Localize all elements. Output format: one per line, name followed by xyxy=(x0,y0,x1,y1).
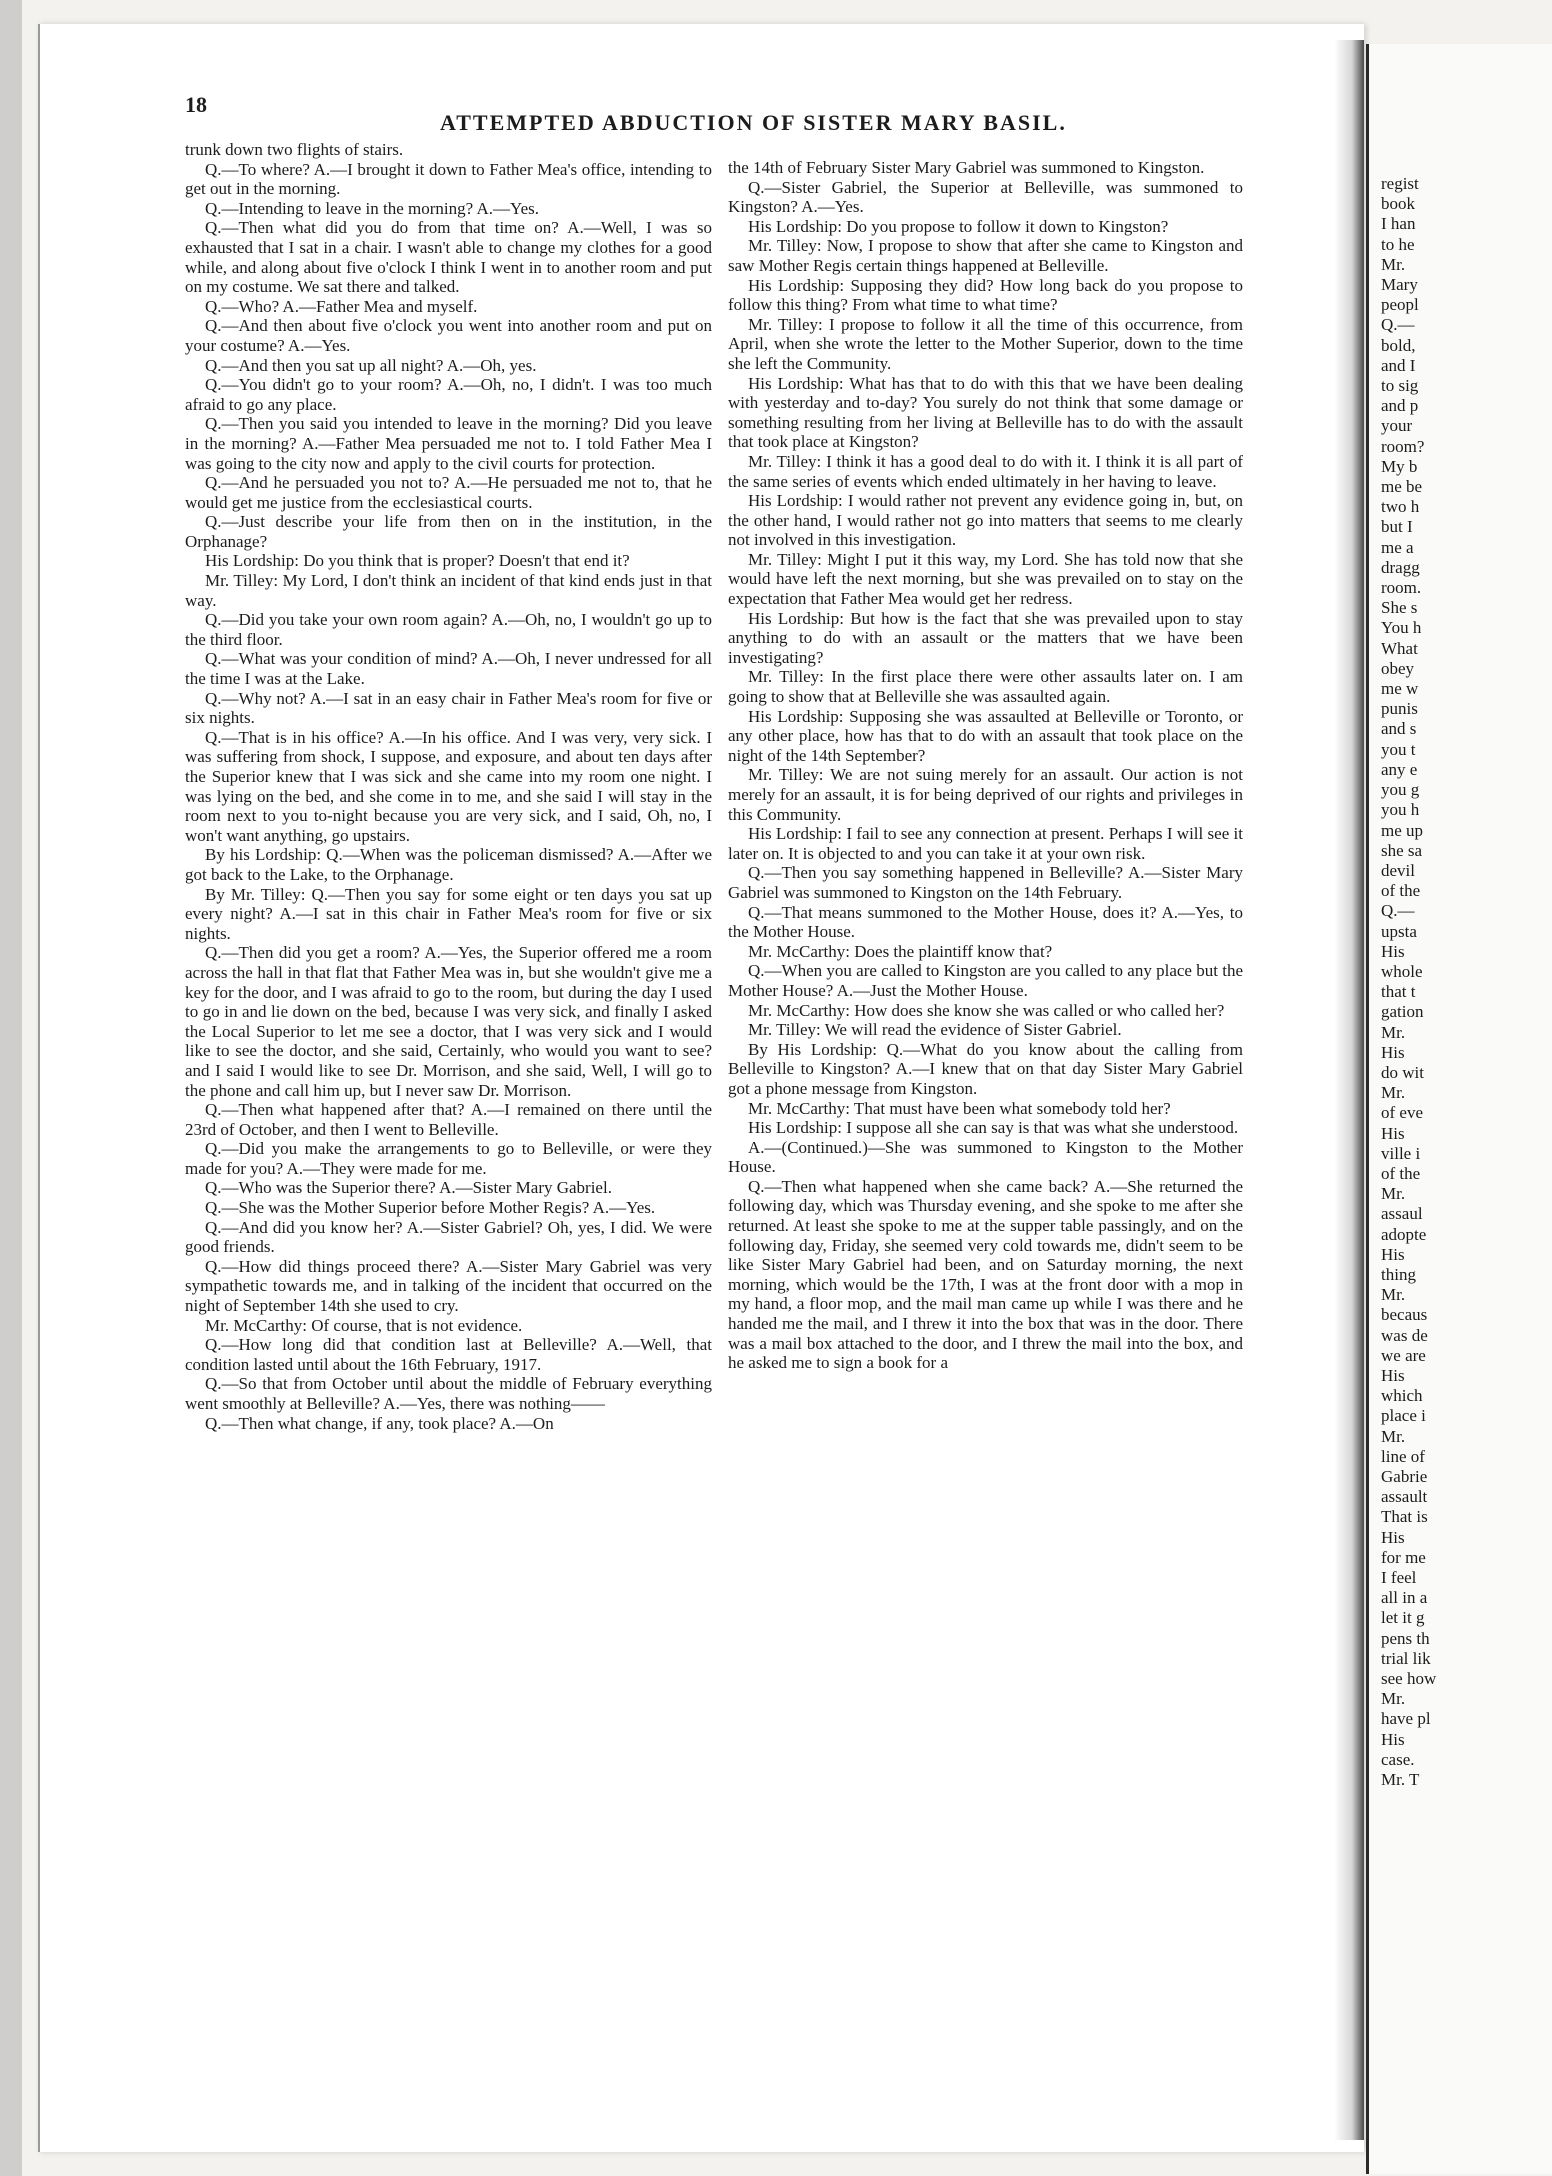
facing-page-line: which xyxy=(1381,1386,1423,1406)
facing-page-line: His xyxy=(1381,1527,1405,1547)
facing-page-line: she sa xyxy=(1381,840,1423,860)
facing-page-line: for me xyxy=(1381,1547,1426,1567)
paragraph: Q.—Then you said you intended to leave in the morning? Did you leave in the morning? A.—Father Mea persuaded me not to. I told Father Mea I was going to the city now and apply to the civil courts for protection. xyxy=(185,414,712,473)
running-head: ATTEMPTED ABDUCTION OF SISTER MARY BASIL. xyxy=(440,110,1067,135)
facing-page-line: bold, xyxy=(1381,335,1416,355)
facing-page-line: book xyxy=(1381,194,1415,214)
paragraph: Q.—And he persuaded you not to? A.—He persuaded me not to, that he would get me justice from the ecclesiastical courts. xyxy=(185,473,712,512)
right-column xyxy=(728,158,1243,2078)
paragraph: trunk down two flights of stairs. xyxy=(185,140,404,159)
facing-page-line: all in a xyxy=(1381,1588,1428,1608)
facing-page-line: room. xyxy=(1381,578,1422,598)
facing-page-line: me up xyxy=(1381,820,1424,840)
facing-page-line: My b xyxy=(1381,456,1418,476)
paragraph: Q.—Then what did you do from that time on? A.—Well, I was so exhausted that I sat in a chair. I wasn't able to change my clothes for a good while, and along about five o'clock I think I went in to another room and put on my costume. We sat there and talked. xyxy=(185,218,712,297)
paragraph: Q.—She was the Mother Superior before Mother Regis? A.—Yes. xyxy=(205,1198,656,1218)
paragraph: Mr. McCarthy: That must have been what somebody told her? xyxy=(748,1098,1171,1118)
page-number: 18 xyxy=(185,92,207,117)
paragraph: Q.—Then what change, if any, took place? A.—On xyxy=(205,1413,554,1433)
paragraph: Q.—Sister Gabriel, the Superior at Belleville, was summoned to Kingston? A.—Yes. xyxy=(728,177,1243,217)
paragraph: the 14th of February Sister Mary Gabriel was summoned to Kingston. xyxy=(728,158,1205,177)
paragraph: Q.—That is in his office? A.—In his office. And I was very, very sick. I was suffering from shock, I suppose, and exposure, and about ten days after the Superior knew that I was sick and she came into my room one night. I was lying on the bed, and she come in to me, and she said I will stay in the room next to you to-night because you are very sick, and I said, Oh, no, I won't want anything, go upstairs. xyxy=(185,727,712,845)
paragraph: Q.—And did you know her? A.—Sister Gabriel? Oh, yes, I did. We were good friends. xyxy=(185,1217,712,1257)
paragraph: Mr. Tilley: My Lord, I don't think an incident of that kind ends just in that way. xyxy=(185,571,712,610)
facing-page-line: Mary xyxy=(1381,275,1418,295)
paragraph: Q.—Then what happened when she came back? A.—She returned the following day, which was Thursday evening, and she spoke to me after she returned. At least she spoke to me at the supper table passingly, and on the following day, Friday, she seemed very cold towards me, didn't seem to be like Sister Mary Gabriel had been, and on Saturday morning, the next morning, which would be the 17th, I was at the front door with a mop in my hand, a floor mop, and the mail man came up while I was there and he handed me the mail, and I threw it into the box that was in the door. There was a mail box attached to the door, and I threw the mail into the box, and he asked me to sign a book for a xyxy=(728,1176,1243,1373)
paragraph: Q.—What was your condition of mind? A.—Oh, I never undressed for all the time I was at the Lake. xyxy=(185,649,712,689)
paragraph: His Lordship: I would rather not prevent any evidence going in, but, on the other hand, I would rather not go into matters that seems to me clearly not involved in this investigation. xyxy=(728,491,1243,550)
facing-page-line: Q.— xyxy=(1381,315,1415,335)
paragraph: Q.—Did you take your own room again? A.—Oh, no, I wouldn't go up to the third floor. xyxy=(185,610,712,649)
paragraph: Q.—How long did that condition last at Belleville? A.—Well, that condition lasted until about the 16th February, 1917. xyxy=(185,1335,712,1374)
paragraph: Q.—When you are called to Kingston are you called to any place but the Mother House? A.—Just the Mother House. xyxy=(728,961,1243,1000)
paragraph: His Lordship: But how is the fact that she was prevailed upon to stay anything to do with an assault or the matters that we have been investigating? xyxy=(728,608,1243,667)
paragraph: Q.—How did things proceed there? A.—Sister Mary Gabriel was very sympathetic towards me, and in talking of the incident that occurred on the night of September 14th she used to cry. xyxy=(185,1256,712,1316)
paragraph: Mr. Tilley: We are not suing merely for an assault. Our action is not merely for an assault, it is for being deprived of our rights and privileges in this Community. xyxy=(728,765,1243,824)
facing-page-line: assaul xyxy=(1381,1204,1423,1224)
facing-page-fragment xyxy=(1366,44,1552,2174)
paragraph: Q.—So that from October until about the middle of February everything went smoothly at Belleville? A.—Yes, there was nothing—— xyxy=(185,1374,712,1413)
paragraph: Q.—Intending to leave in the morning? A.—Yes. xyxy=(205,198,539,218)
paragraph: Q.—You didn't go to your room? A.—Oh, no, I didn't. I was too much afraid to go any place. xyxy=(185,375,712,414)
facing-page-line: and s xyxy=(1381,719,1417,739)
paragraph: Mr. McCarthy: Does the plaintiff know that? xyxy=(748,941,1053,961)
paragraph: Mr. McCarthy: Of course, that is not evidence. xyxy=(205,1315,523,1335)
paragraph: Mr. Tilley: Now, I propose to show that after she came to Kingston and saw Mother Regis certain things happened at Belleville. xyxy=(728,236,1243,275)
paragraph: Q.—Then did you get a room? A.—Yes, the Superior offered me a room across the hall in that flat that Father Mea was in, but she wouldn't give me a key for the door, and I was afraid to go to the room, but during the day I used to go in and lie down on the bed, because I was very sick, and finally I asked the Local Superior to let me see a doctor, that I was very sick and I would like to see the doctor, and she said, Certainly, who would you want to see? and I said I would like to see Dr. Morrison, and she said, Well, I will go to the phone and call him up, but I never saw Dr. Morrison. xyxy=(185,943,712,1100)
paragraph: His Lordship: Supposing she was assaulted at Belleville or Toronto, or any other place, how has that to do with an assault that took place on the night of the 14th September? xyxy=(728,706,1243,765)
paragraph: Q.—Did you make the arrangements to go to Belleville, or were they made for you? A.—They were made for me. xyxy=(185,1139,712,1178)
facing-page-line: devil xyxy=(1381,860,1415,880)
facing-page-line: I feel xyxy=(1381,1568,1417,1588)
paragraph: Q.—Just describe your life from then on in the institution, in the Orphanage? xyxy=(185,512,712,551)
left-column xyxy=(185,140,712,2075)
facing-page-line: line of xyxy=(1381,1446,1425,1466)
paragraph: Mr. Tilley: We will read the evidence of Sister Gabriel. xyxy=(748,1020,1122,1040)
facing-page-line: dragg xyxy=(1381,557,1420,577)
book-gutter-shadow xyxy=(1334,40,1364,2140)
facing-page-line: was de xyxy=(1381,1325,1428,1345)
facing-page-line: room? xyxy=(1381,436,1425,456)
facing-page-line: What xyxy=(1381,638,1418,658)
facing-page-line: punis xyxy=(1381,699,1418,719)
facing-page-line: you g xyxy=(1381,780,1420,800)
paragraph: His Lordship: What has that to do with this that we have been dealing with yesterday and to-day? You surely do not think that some damage or something resulting from her living at Belleville has to do with the assault that took place at Kingston? xyxy=(728,373,1243,452)
facing-page-text xyxy=(1381,174,1552,1790)
facing-page-line: to he xyxy=(1381,234,1415,254)
facing-page-line: you t xyxy=(1381,739,1416,759)
facing-page-line: of eve xyxy=(1381,1103,1424,1123)
facing-page-line: You h xyxy=(1381,618,1422,638)
facing-page-line: assault xyxy=(1381,1487,1428,1507)
facing-page-line: you h xyxy=(1381,800,1420,820)
facing-page-line: Gabrie xyxy=(1381,1467,1428,1486)
facing-page-line: Mr. xyxy=(1381,1022,1406,1042)
paragraph: Q.—Then what happened after that? A.—I remained on there until the 23rd of October, and then I went to Belleville. xyxy=(185,1100,712,1139)
paragraph: Q.—Who? A.—Father Mea and myself. xyxy=(205,296,478,316)
paragraph: Mr. Tilley: Might I put it this way, my Lord. She has told now that she would have left the next morning, but she was prevailed on to stay on the expectation that Father Mea would get her redress. xyxy=(728,549,1243,609)
facing-page-line: and I xyxy=(1381,355,1416,375)
facing-page-line: me a xyxy=(1381,537,1414,557)
facing-page-line: obey xyxy=(1381,658,1415,678)
facing-page-line: His xyxy=(1381,1729,1405,1749)
facing-page-line: thing xyxy=(1381,1264,1416,1284)
facing-page-line: regist xyxy=(1381,174,1419,193)
facing-page-line: Q.— xyxy=(1381,901,1415,921)
facing-page-line: trial lik xyxy=(1381,1648,1431,1668)
paragraph: Mr. McCarthy: How does she know she was called or who called her? xyxy=(748,1000,1225,1020)
facing-page-line: Mr. xyxy=(1381,1426,1406,1446)
facing-page-line: me be xyxy=(1381,477,1423,497)
facing-page-line: have pl xyxy=(1381,1709,1431,1729)
facing-page-line: Mr. T xyxy=(1381,1770,1420,1790)
paragraph: Q.—And then about five o'clock you went into another room and put on your costume? A.—Yes. xyxy=(185,316,712,355)
facing-page-line: Mr. xyxy=(1381,1083,1406,1103)
paragraph: By his Lordship: Q.—When was the policeman dismissed? A.—After we got back to the Lake, to the Orphanage. xyxy=(185,845,712,884)
paragraph: Mr. Tilley: I think it has a good deal to do with it. I think it is all part of the same series of events which ended ultimately in her having to leave. xyxy=(728,451,1243,491)
facing-page-line: I han xyxy=(1381,214,1416,234)
facing-page-line: His xyxy=(1381,1123,1405,1143)
facing-page-line: Mr. xyxy=(1381,1184,1406,1204)
facing-page-line: She s xyxy=(1381,598,1418,618)
facing-page-line: case. xyxy=(1381,1749,1415,1769)
facing-page-line: do wit xyxy=(1381,1062,1424,1082)
paragraph: His Lordship: I suppose all she can say is that was what she understood. xyxy=(748,1118,1239,1138)
facing-page-line: let it g xyxy=(1381,1608,1425,1628)
facing-page-line: two h xyxy=(1381,497,1420,517)
facing-page-line: His xyxy=(1381,1042,1405,1062)
facing-page-line: His xyxy=(1381,1365,1405,1385)
paragraph: Q.—Who was the Superior there? A.—Sister Mary Gabriel. xyxy=(205,1178,612,1198)
facing-page-line: of the xyxy=(1381,1163,1421,1183)
facing-page-line: ville i xyxy=(1381,1143,1421,1163)
paragraph: Mr. Tilley: I propose to follow it all the time of this occurrence, from April, when she wrote the letter to the Mother Superior, down to the time she left the Community. xyxy=(728,314,1243,373)
facing-page-line: gation xyxy=(1381,1002,1424,1022)
facing-page-line: of the xyxy=(1381,881,1421,901)
paragraph: By Mr. Tilley: Q.—Then you say for some eight or ten days you sat up every night? A.—I sat in this chair in Father Mea's room for five or six nights. xyxy=(185,884,712,943)
paragraph: His Lordship: Do you think that is proper? Doesn't that end it? xyxy=(205,551,630,571)
paragraph: A.—(Continued.)—She was summoned to Kingston to the Mother House. xyxy=(728,1137,1243,1177)
facing-page-line: but I xyxy=(1381,517,1413,537)
facing-page-line: Mr. xyxy=(1381,1285,1406,1305)
facing-page-line: pens th xyxy=(1381,1628,1430,1648)
paragraph: Mr. Tilley: In the first place there were other assaults later on. I am going to show that at Belleville she was assaulted again. xyxy=(728,667,1243,707)
paragraph: His Lordship: Supposing they did? How long back do you propose to follow this thing? From what time to what time? xyxy=(728,275,1243,315)
paragraph: Q.—That means summoned to the Mother House, does it? A.—Yes, to the Mother House. xyxy=(728,902,1243,942)
facing-page-line: Mr. xyxy=(1381,254,1406,274)
facing-page-line: we are xyxy=(1381,1345,1426,1365)
paragraph: Q.—Then you say something happened in Belleville? A.—Sister Mary Gabriel was summoned to Kingston on the 14th February. xyxy=(728,863,1243,902)
facing-page-line: peopl xyxy=(1381,295,1419,315)
paragraph: His Lordship: I fail to see any connection at present. Perhaps I will see it later on. It is objected to and you can take it at your own risk. xyxy=(728,824,1243,863)
facing-page-line: see how xyxy=(1381,1669,1437,1689)
paragraph: Q.—Why not? A.—I sat in an easy chair in Father Mea's room for five or six nights. xyxy=(185,688,712,728)
facing-page-line: your xyxy=(1381,416,1413,436)
facing-page-line: any e xyxy=(1381,759,1418,779)
paragraph: By His Lordship: Q.—What do you know about the calling from Belleville to Kingston? A.—I knew that on that day Sister Mary Gabriel got a phone message from Kingston. xyxy=(728,1039,1243,1098)
paragraph: His Lordship: Do you propose to follow it down to Kingston? xyxy=(748,216,1169,236)
paragraph: Q.—And then you sat up all night? A.—Oh, yes. xyxy=(205,355,537,375)
facing-page-line: becaus xyxy=(1381,1305,1428,1325)
facing-page-line: That is xyxy=(1381,1507,1428,1527)
facing-page-line: His xyxy=(1381,941,1405,961)
facing-page-line: place i xyxy=(1381,1406,1426,1426)
facing-page-line: whole xyxy=(1381,961,1423,981)
facing-page-line: His xyxy=(1381,1244,1405,1264)
facing-page-line: upsta xyxy=(1381,921,1417,941)
facing-page-line: Mr. xyxy=(1381,1689,1406,1709)
facing-page-line: adopte xyxy=(1381,1224,1427,1244)
facing-page-line: me w xyxy=(1381,679,1419,699)
facing-page-line: that t xyxy=(1381,982,1416,1002)
scanner-edge xyxy=(0,0,22,2176)
facing-page-line: to sig xyxy=(1381,376,1419,396)
facing-page-line: and p xyxy=(1381,396,1419,416)
paragraph: Q.—To where? A.—I brought it down to Father Mea's office, intending to get out in the morning. xyxy=(185,159,712,199)
